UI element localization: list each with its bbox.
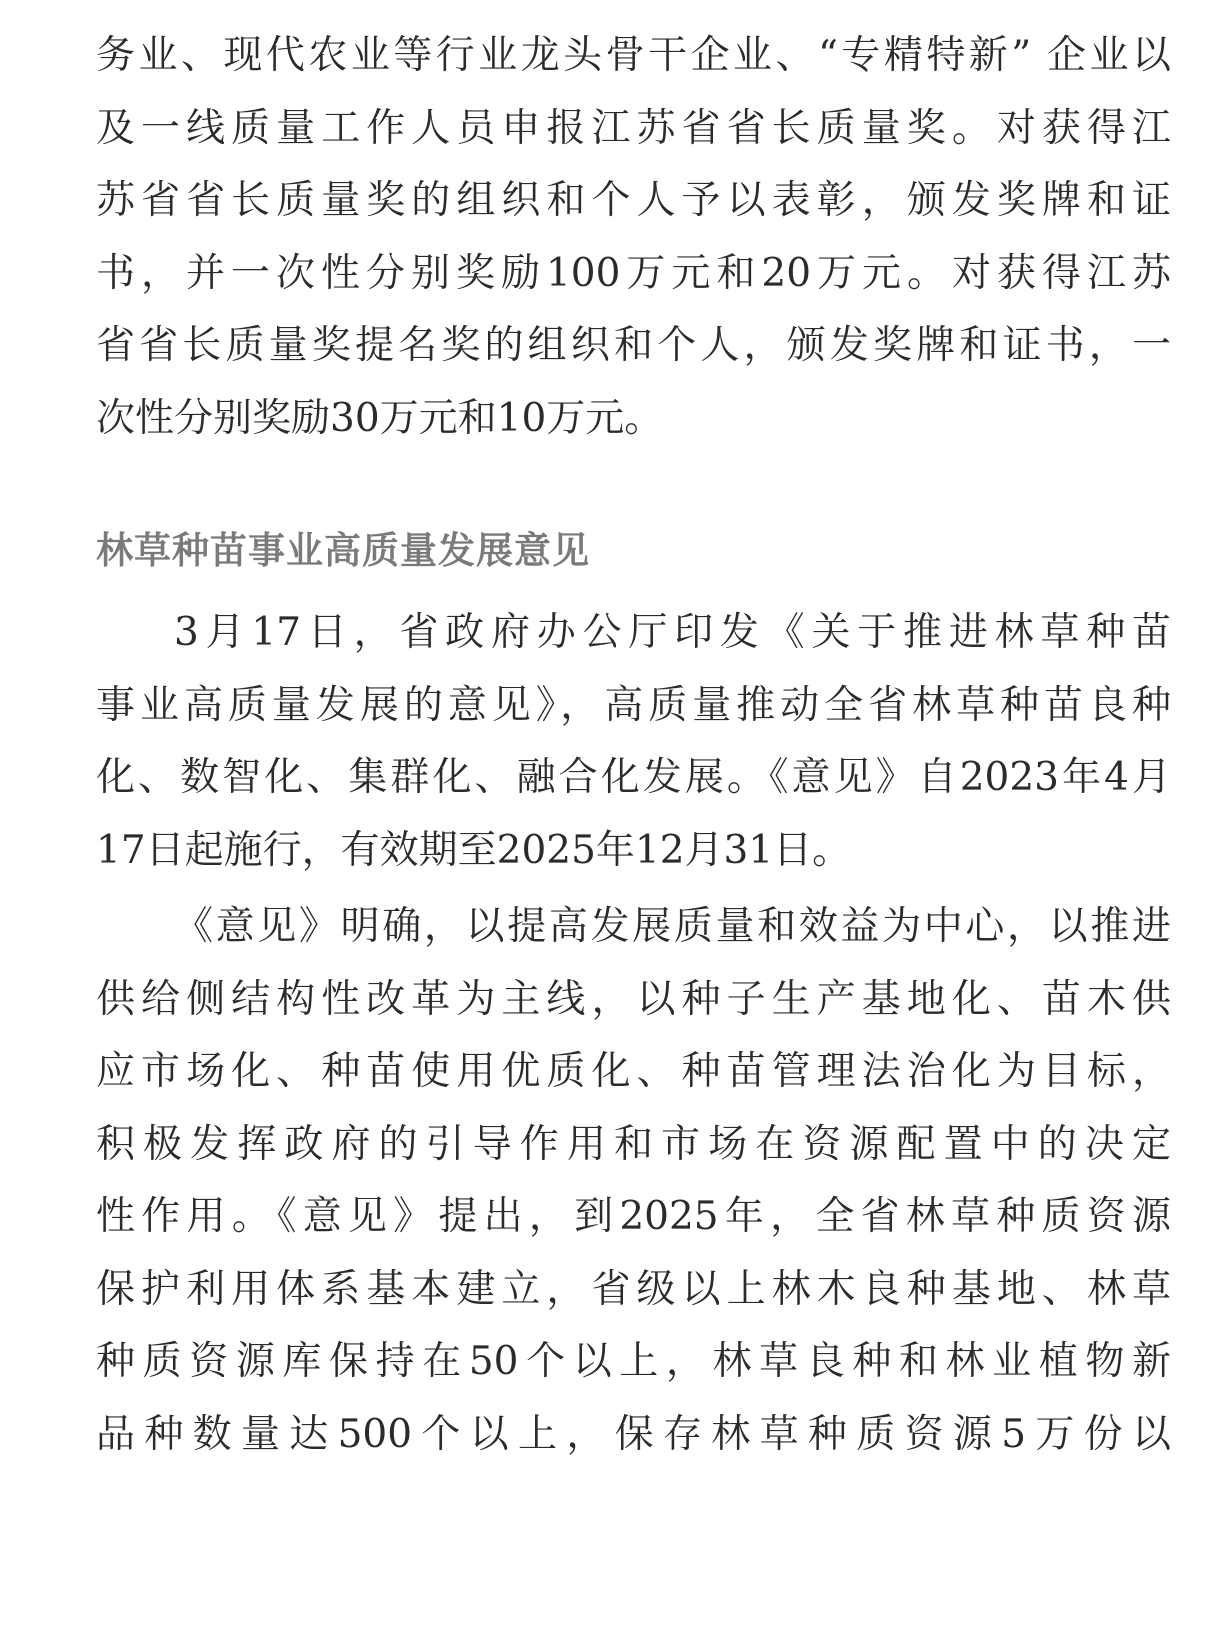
text-line: 品种数量达500个以上，保存林草种质资源5万份以 xyxy=(96,1411,1171,1457)
text-line: 苏省省长质量奖的组织和个人予以表彰，颁发奖牌和证 xyxy=(96,178,1171,223)
text-line: 书，并一次性分别奖励100万元和20万元。对获得江苏 xyxy=(96,250,1171,296)
paragraph-seedling-notice xyxy=(96,597,1171,887)
text-line: 应市场化、种苗使用优质化、种苗管理法治化为目标， xyxy=(96,1049,1171,1094)
text-line: 供给侧结构性改革为主线，以种子生产基地化、苗木供 xyxy=(96,976,1171,1022)
text-line: 3月17日，省政府办公厅印发《关于推进林草种苗 xyxy=(174,610,1171,655)
paragraph-opinion-details xyxy=(96,891,1171,1471)
text-line: 《意见》明确，以提高发展质量和效益为中心，以推进 xyxy=(174,904,1171,949)
text-line: 省省长质量奖提名奖的组织和个人，颁发奖牌和证书，一 xyxy=(96,323,1171,368)
text-line: 务业、现代农业等行业龙头骨干企业、“专精特新” 企业以 xyxy=(96,33,1171,78)
text-line: 17日起施行，有效期至2025年12月31日。 xyxy=(96,827,852,873)
text-line: 事业高质量发展的意见》，高质量推动全省林草种苗良种 xyxy=(96,682,1171,728)
text-line: 积极发挥政府的引导作用和市场在资源配置中的决定 xyxy=(96,1121,1171,1167)
section-heading: 林草种苗事业高质量发展意见 xyxy=(96,529,590,572)
text-line: 种质资源库保持在50个以上，林草良种和林业植物新 xyxy=(96,1339,1171,1384)
text-line: 化、数智化、集群化、融合化发展。《意见》自2023年4月 xyxy=(96,755,1171,800)
paragraph-quality-award xyxy=(96,20,1171,455)
text-line: 性作用。《意见》提出，到2025年，全省林草种质资源 xyxy=(96,1194,1171,1239)
document-page xyxy=(96,20,1171,1471)
text-line: 及一线质量工作人员申报江苏省省长质量奖。对获得江 xyxy=(96,105,1171,151)
text-line: 次性分别奖励30万元和10万元。 xyxy=(96,395,664,441)
text-line: 保护利用体系基本建立，省级以上林木良种基地、林草 xyxy=(96,1266,1171,1312)
